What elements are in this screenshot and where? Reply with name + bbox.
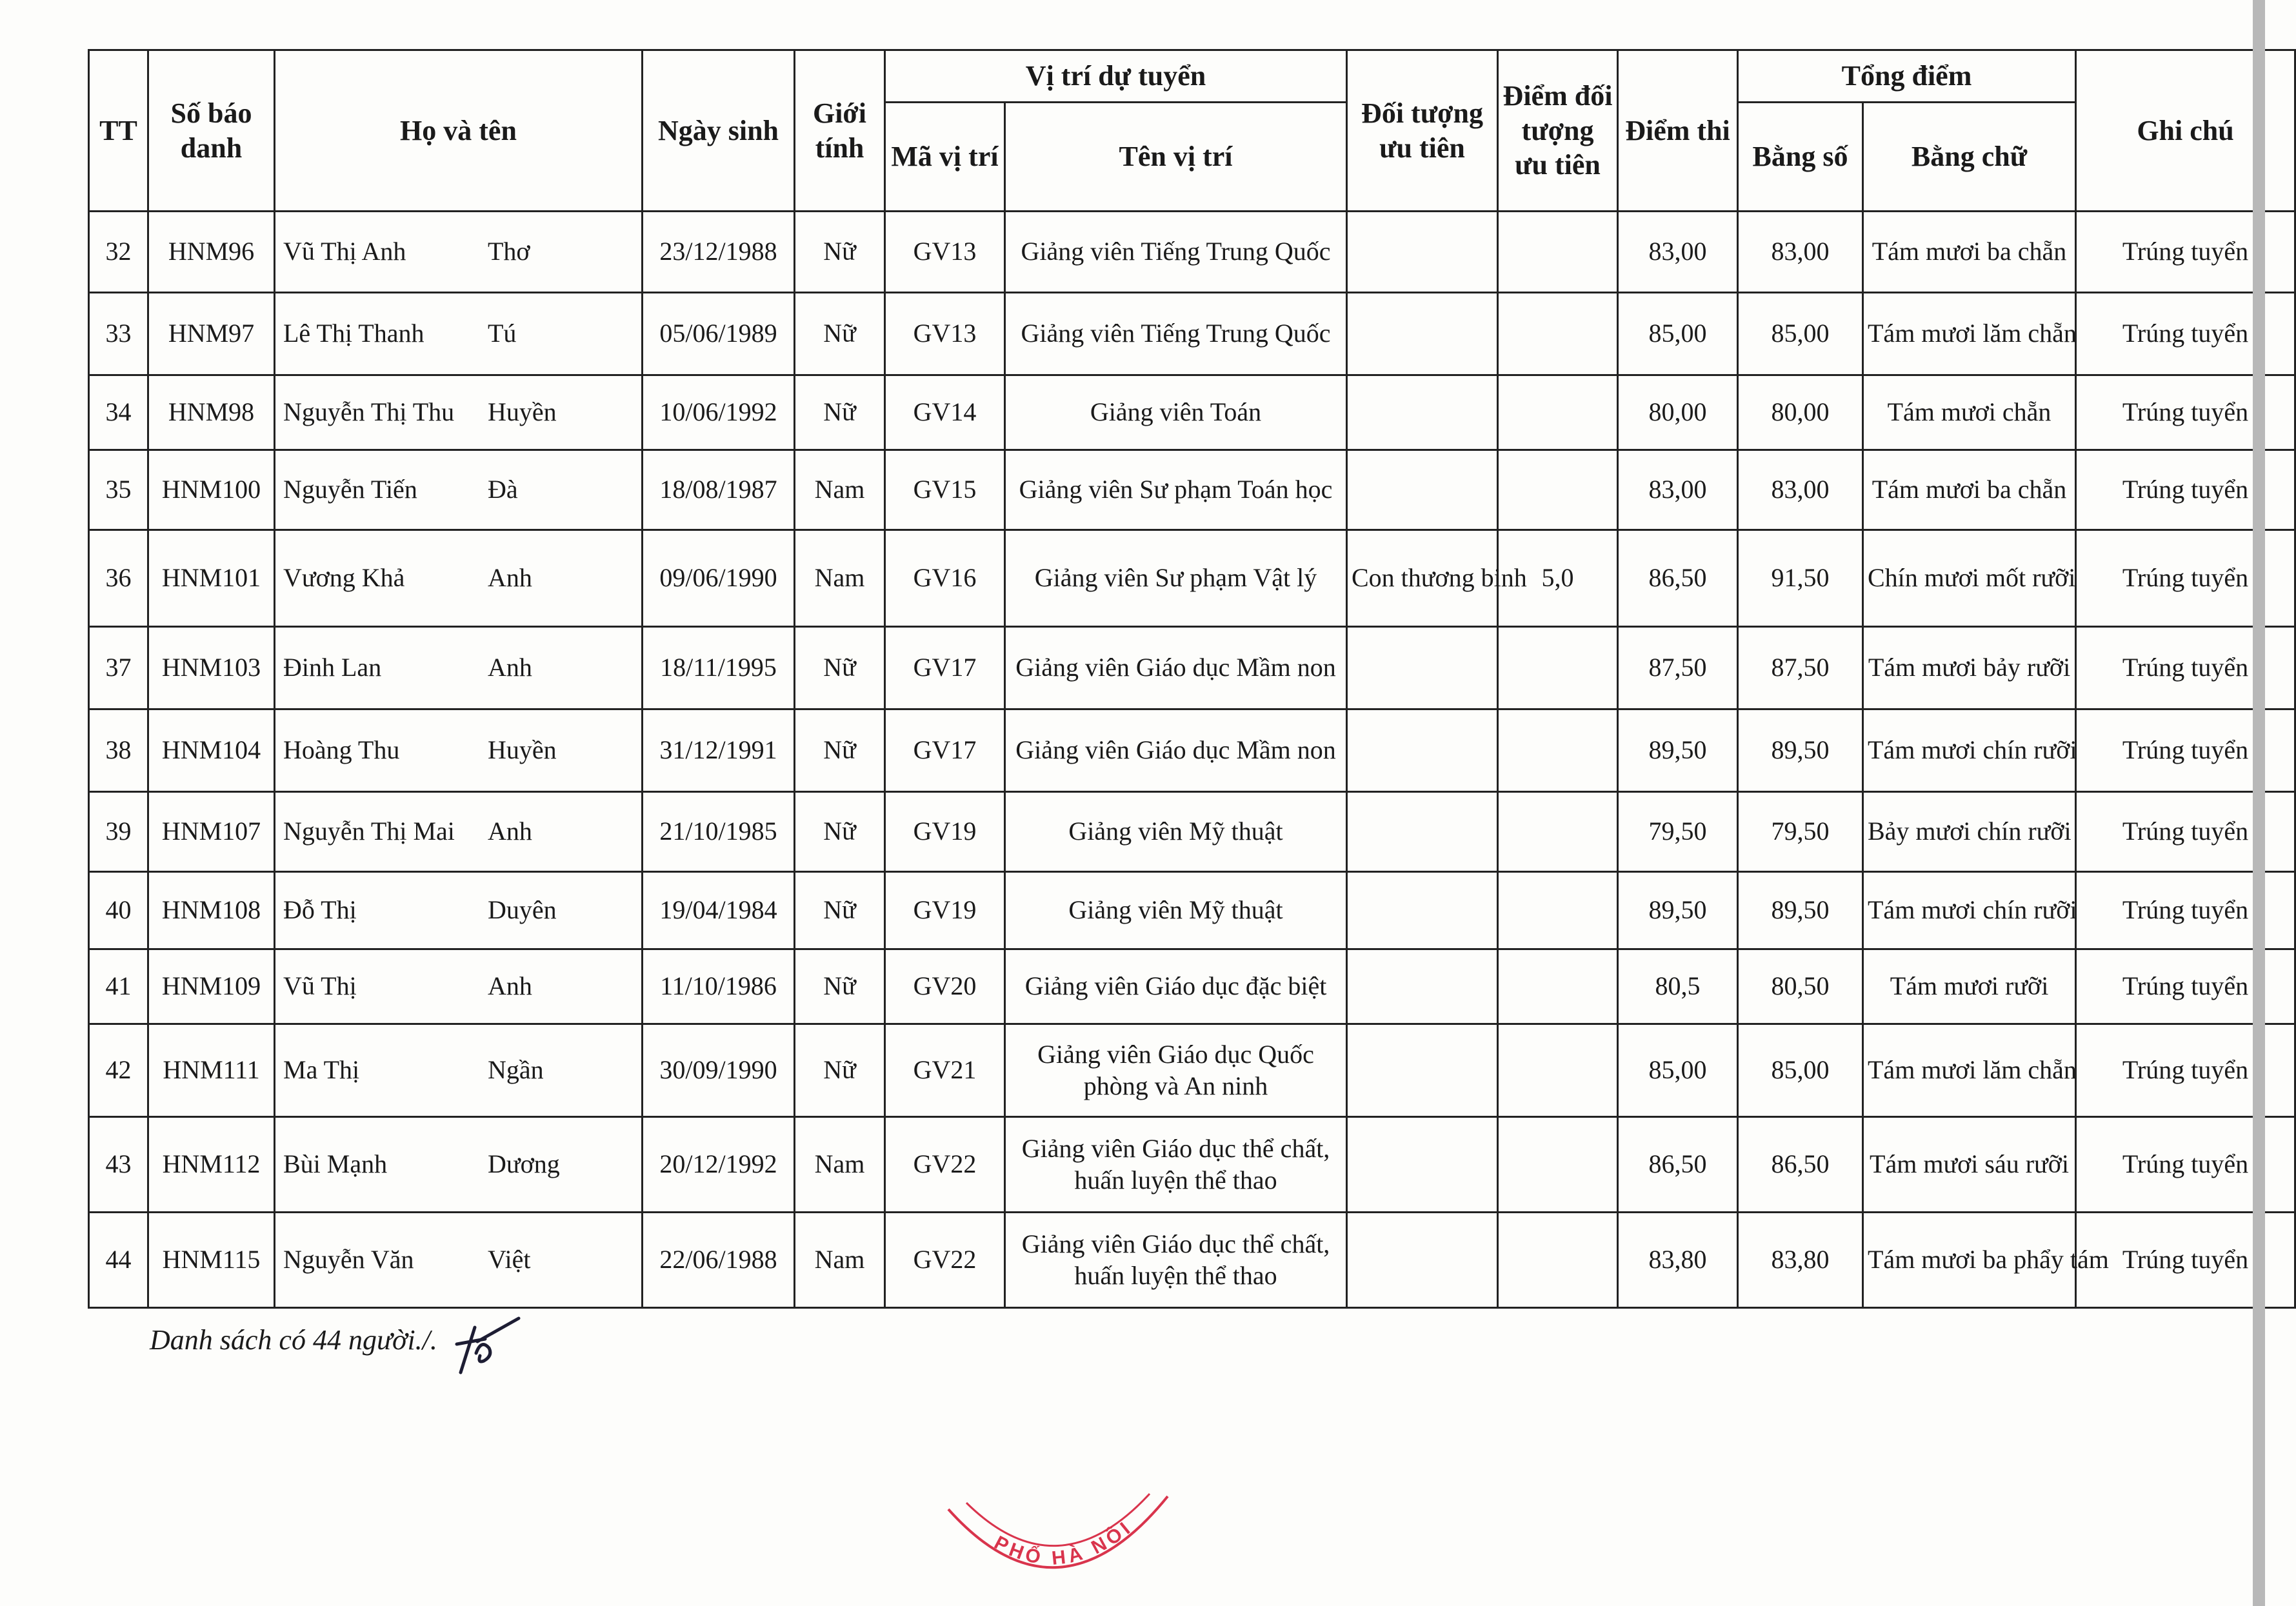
cell-ghichu: Trúng tuyển xyxy=(2076,872,2295,949)
cell-tenvitri: Giảng viên Giáo dục Mầm non xyxy=(1005,709,1347,792)
cell-gioitinh: Nữ xyxy=(795,709,885,792)
cell-diemdoituong xyxy=(1498,627,1618,709)
cell-ten: Huyền xyxy=(488,735,557,765)
cell-ten: Thơ xyxy=(488,237,530,266)
cell-ten: Duyên xyxy=(488,895,557,925)
official-seal xyxy=(935,1483,1181,1606)
cell-tt: 37 xyxy=(89,627,148,709)
cell-mavitri: GV13 xyxy=(885,293,1005,375)
cell-ho-dem: Nguyễn Thị Thu xyxy=(283,397,455,427)
cell-ngaysinh: 05/06/1989 xyxy=(643,293,795,375)
cell-name xyxy=(275,1213,643,1308)
table-body xyxy=(89,212,2295,1308)
cell-ghichu: Trúng tuyển xyxy=(2076,1117,2295,1213)
cell-bangchu: Tám mươi rưỡi xyxy=(1863,949,2076,1024)
cell-tenvitri: Giảng viên Tiếng Trung Quốc xyxy=(1005,293,1347,375)
cell-tenvitri: Giảng viên Giáo dục thể chất, huấn luyện thể thao xyxy=(1005,1213,1347,1308)
list-count-note: Danh sách có 44 người./. xyxy=(150,1324,437,1356)
header-sbd: Số báo danh xyxy=(148,50,275,212)
cell-tenvitri: Giảng viên Giáo dục Mầm non xyxy=(1005,627,1347,709)
header-tongdiem: Tổng điểm xyxy=(1738,50,2076,103)
cell-ngaysinh: 21/10/1985 xyxy=(643,792,795,872)
cell-ten: Huyền xyxy=(488,397,557,427)
cell-bangso: 80,50 xyxy=(1738,949,1863,1024)
cell-diemthi: 89,50 xyxy=(1618,709,1738,792)
cell-sbd: HNM101 xyxy=(148,530,275,627)
cell-gioitinh: Nữ xyxy=(795,949,885,1024)
cell-ghichu: Trúng tuyển xyxy=(2076,627,2295,709)
table-row xyxy=(89,1117,2295,1213)
table-row xyxy=(89,1024,2295,1117)
cell-tenvitri: Giảng viên Sư phạm Toán học xyxy=(1005,450,1347,530)
table-row xyxy=(89,1213,2295,1308)
header-doituong: Đối tượng ưu tiên xyxy=(1347,50,1498,212)
cell-ho-dem: Hoàng Thu xyxy=(283,735,400,765)
cell-diemdoituong xyxy=(1498,293,1618,375)
cell-name xyxy=(275,530,643,627)
cell-doituong xyxy=(1347,872,1498,949)
scan-edge xyxy=(2253,0,2265,1606)
cell-mavitri: GV22 xyxy=(885,1117,1005,1213)
cell-mavitri: GV17 xyxy=(885,709,1005,792)
cell-ten: Anh xyxy=(488,971,532,1001)
cell-diemthi: 85,00 xyxy=(1618,1024,1738,1117)
cell-mavitri: GV19 xyxy=(885,872,1005,949)
cell-tenvitri: Giảng viên Giáo dục thể chất, huấn luyện thể thao xyxy=(1005,1117,1347,1213)
cell-ten: Dương xyxy=(488,1149,560,1179)
header-mavitri: Mã vị trí xyxy=(885,103,1005,212)
cell-ngaysinh: 19/04/1984 xyxy=(643,872,795,949)
seal-text: PHỐ HÀ NỘI xyxy=(990,1516,1137,1569)
cell-doituong: Con thương binh xyxy=(1347,530,1498,627)
cell-tenvitri: Giảng viên Giáo dục đặc biệt xyxy=(1005,949,1347,1024)
cell-bangso: 89,50 xyxy=(1738,709,1863,792)
cell-sbd: HNM104 xyxy=(148,709,275,792)
cell-ten: Anh xyxy=(488,817,532,846)
cell-ghichu: Trúng tuyển xyxy=(2076,949,2295,1024)
cell-doituong xyxy=(1347,1024,1498,1117)
cell-sbd: HNM103 xyxy=(148,627,275,709)
cell-diemthi: 79,50 xyxy=(1618,792,1738,872)
cell-bangchu: Tám mươi ba chẵn xyxy=(1863,212,2076,293)
table-row xyxy=(89,872,2295,949)
cell-bangso: 83,80 xyxy=(1738,1213,1863,1308)
cell-bangchu: Chín mươi mốt rưỡi xyxy=(1863,530,2076,627)
cell-diemdoituong xyxy=(1498,949,1618,1024)
cell-gioitinh: Nam xyxy=(795,1213,885,1308)
cell-mavitri: GV15 xyxy=(885,450,1005,530)
cell-diemthi: 80,5 xyxy=(1618,949,1738,1024)
cell-bangso: 80,00 xyxy=(1738,375,1863,450)
cell-bangchu: Tám mươi lăm chẵn xyxy=(1863,1024,2076,1117)
cell-sbd: HNM112 xyxy=(148,1117,275,1213)
cell-diemdoituong: 5,0 xyxy=(1498,530,1618,627)
table-row xyxy=(89,212,2295,293)
cell-sbd: HNM98 xyxy=(148,375,275,450)
cell-name xyxy=(275,293,643,375)
cell-gioitinh: Nữ xyxy=(795,872,885,949)
cell-doituong xyxy=(1347,1117,1498,1213)
cell-mavitri: GV17 xyxy=(885,627,1005,709)
cell-diemthi: 85,00 xyxy=(1618,293,1738,375)
cell-mavitri: GV21 xyxy=(885,1024,1005,1117)
cell-sbd: HNM109 xyxy=(148,949,275,1024)
cell-sbd: HNM108 xyxy=(148,872,275,949)
cell-sbd: HNM100 xyxy=(148,450,275,530)
cell-ghichu: Trúng tuyển xyxy=(2076,212,2295,293)
cell-tenvitri: Giảng viên Tiếng Trung Quốc xyxy=(1005,212,1347,293)
cell-ho-dem: Vương Khả xyxy=(283,563,405,593)
cell-sbd: HNM111 xyxy=(148,1024,275,1117)
cell-name xyxy=(275,709,643,792)
cell-diemthi: 87,50 xyxy=(1618,627,1738,709)
table-row xyxy=(89,709,2295,792)
cell-diemdoituong xyxy=(1498,375,1618,450)
cell-mavitri: GV22 xyxy=(885,1213,1005,1308)
cell-ngaysinh: 10/06/1992 xyxy=(643,375,795,450)
cell-diemdoituong xyxy=(1498,1117,1618,1213)
header-tenvitri: Tên vị trí xyxy=(1005,103,1347,212)
cell-sbd: HNM115 xyxy=(148,1213,275,1308)
cell-tenvitri: Giảng viên Toán xyxy=(1005,375,1347,450)
cell-name xyxy=(275,212,643,293)
header-hoten: Họ và tên xyxy=(275,50,643,212)
cell-gioitinh: Nam xyxy=(795,530,885,627)
signature-mark xyxy=(452,1316,523,1380)
cell-ten: Anh xyxy=(488,653,532,682)
cell-ho-dem: Vũ Thị xyxy=(283,971,357,1001)
cell-tt: 33 xyxy=(89,293,148,375)
cell-ghichu: Trúng tuyển xyxy=(2076,1024,2295,1117)
cell-diemdoituong xyxy=(1498,212,1618,293)
cell-bangso: 87,50 xyxy=(1738,627,1863,709)
cell-ghichu: Trúng tuyển xyxy=(2076,450,2295,530)
cell-bangso: 83,00 xyxy=(1738,212,1863,293)
cell-ngaysinh: 31/12/1991 xyxy=(643,709,795,792)
table-row xyxy=(89,375,2295,450)
cell-ghichu: Trúng tuyển xyxy=(2076,375,2295,450)
cell-ten: Việt xyxy=(488,1245,531,1274)
cell-tenvitri: Giảng viên Sư phạm Vật lý xyxy=(1005,530,1347,627)
cell-tt: 35 xyxy=(89,450,148,530)
cell-tt: 42 xyxy=(89,1024,148,1117)
header-ngaysinh: Ngày sinh xyxy=(643,50,795,212)
cell-tenvitri: Giảng viên Mỹ thuật xyxy=(1005,872,1347,949)
cell-doituong xyxy=(1347,212,1498,293)
cell-gioitinh: Nữ xyxy=(795,375,885,450)
cell-doituong xyxy=(1347,450,1498,530)
cell-name xyxy=(275,450,643,530)
cell-tt: 43 xyxy=(89,1117,148,1213)
cell-doituong xyxy=(1347,792,1498,872)
header-diemdoituong: Điểm đối tượng ưu tiên xyxy=(1498,50,1618,212)
cell-bangchu: Tám mươi chín rưỡi xyxy=(1863,872,2076,949)
cell-ho-dem: Lê Thị Thanh xyxy=(283,319,424,348)
header-ghichu: Ghi chú xyxy=(2076,50,2295,212)
cell-ngaysinh: 09/06/1990 xyxy=(643,530,795,627)
cell-ghichu: Trúng tuyển xyxy=(2076,530,2295,627)
cell-tt: 34 xyxy=(89,375,148,450)
cell-gioitinh: Nữ xyxy=(795,627,885,709)
cell-name xyxy=(275,1024,643,1117)
cell-ho-dem: Nguyễn Thị Mai xyxy=(283,817,455,846)
cell-ghichu: Trúng tuyển xyxy=(2076,293,2295,375)
cell-bangchu: Tám mươi ba phẩy tám xyxy=(1863,1213,2076,1308)
cell-ho-dem: Vũ Thị Anh xyxy=(283,237,406,266)
cell-mavitri: GV14 xyxy=(885,375,1005,450)
cell-tenvitri: Giảng viên Mỹ thuật xyxy=(1005,792,1347,872)
header-diemthi: Điểm thi xyxy=(1618,50,1738,212)
cell-bangchu: Tám mươi ba chẵn xyxy=(1863,450,2076,530)
cell-ho-dem: Bùi Mạnh xyxy=(283,1149,388,1179)
cell-tt: 40 xyxy=(89,872,148,949)
cell-diemthi: 86,50 xyxy=(1618,530,1738,627)
cell-doituong xyxy=(1347,949,1498,1024)
header-bangchu: Bằng chữ xyxy=(1863,103,2076,212)
cell-diemdoituong xyxy=(1498,1024,1618,1117)
header-bangso: Bằng số xyxy=(1738,103,1863,212)
cell-gioitinh: Nữ xyxy=(795,293,885,375)
table-row xyxy=(89,293,2295,375)
cell-gioitinh: Nam xyxy=(795,450,885,530)
cell-tt: 38 xyxy=(89,709,148,792)
cell-diemdoituong xyxy=(1498,1213,1618,1308)
cell-bangchu: Bảy mươi chín rưỡi xyxy=(1863,792,2076,872)
cell-diemdoituong xyxy=(1498,709,1618,792)
cell-tt: 41 xyxy=(89,949,148,1024)
cell-mavitri: GV20 xyxy=(885,949,1005,1024)
cell-ngaysinh: 18/11/1995 xyxy=(643,627,795,709)
table-row xyxy=(89,949,2295,1024)
cell-ten: Anh xyxy=(488,563,532,593)
cell-ngaysinh: 22/06/1988 xyxy=(643,1213,795,1308)
candidate-table xyxy=(88,49,2296,1309)
cell-diemthi: 83,00 xyxy=(1618,212,1738,293)
table-container xyxy=(88,49,2249,1304)
cell-bangso: 85,00 xyxy=(1738,293,1863,375)
cell-ho-dem: Nguyễn Văn xyxy=(283,1245,414,1274)
cell-ghichu: Trúng tuyển xyxy=(2076,709,2295,792)
cell-bangso: 83,00 xyxy=(1738,450,1863,530)
cell-tt: 32 xyxy=(89,212,148,293)
cell-sbd: HNM97 xyxy=(148,293,275,375)
cell-bangso: 79,50 xyxy=(1738,792,1863,872)
cell-ten: Tú xyxy=(488,319,517,348)
cell-ngaysinh: 23/12/1988 xyxy=(643,212,795,293)
cell-gioitinh: Nữ xyxy=(795,792,885,872)
cell-gioitinh: Nữ xyxy=(795,212,885,293)
cell-bangchu: Tám mươi bảy rưỡi xyxy=(1863,627,2076,709)
cell-diemdoituong xyxy=(1498,450,1618,530)
cell-bangchu: Tám mươi chín rưỡi xyxy=(1863,709,2076,792)
cell-sbd: HNM96 xyxy=(148,212,275,293)
cell-ngaysinh: 20/12/1992 xyxy=(643,1117,795,1213)
cell-diemthi: 80,00 xyxy=(1618,375,1738,450)
cell-gioitinh: Nam xyxy=(795,1117,885,1213)
cell-tt: 36 xyxy=(89,530,148,627)
cell-ngaysinh: 11/10/1986 xyxy=(643,949,795,1024)
cell-tt: 44 xyxy=(89,1213,148,1308)
table-row xyxy=(89,450,2295,530)
cell-ten: Đà xyxy=(488,475,518,504)
cell-diemdoituong xyxy=(1498,872,1618,949)
cell-doituong xyxy=(1347,709,1498,792)
cell-mavitri: GV19 xyxy=(885,792,1005,872)
cell-name xyxy=(275,792,643,872)
table-row xyxy=(89,792,2295,872)
cell-tt: 39 xyxy=(89,792,148,872)
cell-doituong xyxy=(1347,627,1498,709)
cell-bangchu: Tám mươi chẵn xyxy=(1863,375,2076,450)
cell-ho-dem: Ma Thị xyxy=(283,1055,360,1085)
cell-ngaysinh: 30/09/1990 xyxy=(643,1024,795,1117)
cell-mavitri: GV16 xyxy=(885,530,1005,627)
cell-diemthi: 83,00 xyxy=(1618,450,1738,530)
cell-doituong xyxy=(1347,293,1498,375)
cell-diemthi: 86,50 xyxy=(1618,1117,1738,1213)
cell-name xyxy=(275,627,643,709)
cell-doituong xyxy=(1347,375,1498,450)
cell-bangso: 91,50 xyxy=(1738,530,1863,627)
cell-bangso: 85,00 xyxy=(1738,1024,1863,1117)
header-gioitinh: Giới tính xyxy=(795,50,885,212)
cell-diemthi: 89,50 xyxy=(1618,872,1738,949)
cell-tenvitri: Giảng viên Giáo dục Quốc phòng và An ninh xyxy=(1005,1024,1347,1117)
cell-bangso: 86,50 xyxy=(1738,1117,1863,1213)
header-tt: TT xyxy=(89,50,148,212)
cell-ghichu: Trúng tuyển xyxy=(2076,1213,2295,1308)
cell-bangchu: Tám mươi sáu rưỡi xyxy=(1863,1117,2076,1213)
cell-ho-dem: Đỗ Thị xyxy=(283,895,357,925)
cell-ghichu: Trúng tuyển xyxy=(2076,792,2295,872)
header-vitri: Vị trí dự tuyển xyxy=(885,50,1347,103)
cell-diemdoituong xyxy=(1498,792,1618,872)
cell-gioitinh: Nữ xyxy=(795,1024,885,1117)
cell-mavitri: GV13 xyxy=(885,212,1005,293)
cell-ten: Ngần xyxy=(488,1055,544,1085)
cell-ho-dem: Nguyễn Tiến xyxy=(283,475,417,504)
cell-diemthi: 83,80 xyxy=(1618,1213,1738,1308)
table-row xyxy=(89,530,2295,627)
cell-doituong xyxy=(1347,1213,1498,1308)
cell-bangchu: Tám mươi lăm chẵn xyxy=(1863,293,2076,375)
cell-name xyxy=(275,1117,643,1213)
cell-ngaysinh: 18/08/1987 xyxy=(643,450,795,530)
cell-ho-dem: Đinh Lan xyxy=(283,653,382,682)
cell-name xyxy=(275,375,643,450)
table-row xyxy=(89,627,2295,709)
cell-name xyxy=(275,949,643,1024)
cell-name xyxy=(275,872,643,949)
cell-sbd: HNM107 xyxy=(148,792,275,872)
cell-bangso: 89,50 xyxy=(1738,872,1863,949)
